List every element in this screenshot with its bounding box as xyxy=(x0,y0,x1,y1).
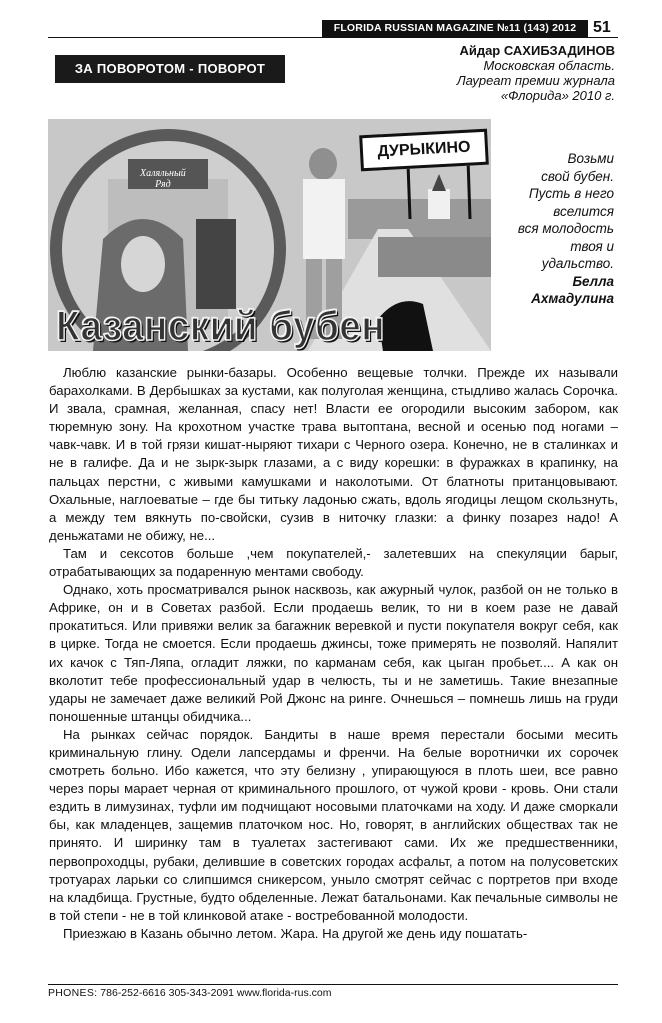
hero-illustration xyxy=(48,119,491,351)
paragraph: Там и сексотов больше ,чем покупателей,- залетевших на спекуляции барыг, отрабатывающих за подаренную ментами свободу. xyxy=(49,545,618,580)
epigraph-line: Пусть в него xyxy=(528,186,614,201)
epigraph-line: свой бубен. xyxy=(541,168,614,184)
shop-sign-line-1: Халяльный xyxy=(140,168,186,179)
epigraph-line: твоя и xyxy=(570,238,614,254)
author-name: Айдар САХИБЗАДИНОВ xyxy=(459,43,615,58)
magazine-header: FLORIDA RUSSIAN MAGAZINE №11 (143) 2012 xyxy=(322,20,588,37)
page-number: 51 xyxy=(593,19,611,36)
author-meta-3: «Флорида» 2010 г. xyxy=(500,88,615,103)
paragraph: Приезжаю в Казань обычно летом. Жара. На другой же день иду пошатать- xyxy=(63,925,528,941)
footer-label: PHONES: xyxy=(48,987,98,999)
paragraph: Люблю казанские рынки-базары. Особенно вещевые толчки. Прежде их называли барахолками. В Дербышках за кустами, как полуголая женщина, стыдливо жалась Сорочка. И звала, срамная, желанная, спасу нет! Власти ее огородили высоким забором, как тюремную зону. На крохотном участке трава вытоптана, весной и осенью под ногами – чавк-чавк. И в той грязи кишат-ныряют тихари с Черного озера. Конечно, не в сталинках и не в галифе. Да и не зырк-зырк глазами, а с виду корешки: в фуражках в крапинку, на пальцах перстни, с живыми камушками и наколотыми. От блатноты пританцовывают. Охальные, наглоеватые – где бы титьку ладонью сжать, вдоль ягодицы лещом скользнуть, а между тем вякнуть по-свойски, сузив в ниточку глазки: а финку позарез надо! А деньжатами не обижу, не... xyxy=(49,365,618,543)
paragraph: Однако, хоть просматривался рынок насквозь, как ажурный чулок, разбой он не только в Африке, он и в Советах разбой. Если продаешь велик, то ни в коем разе не давай прокатиться. Или привяжи велик за багажник веревкой и пусти покупателя вокруг себя, как в цирке. Тогда не смоется. Если продаешь джинсы, тоже примерять не позволяй. Напялит их качок с Тяп-Ляпа, огладит ляжки, по карманам себя, как цыган пробьет.... А как он вколотит тебе профессиональный удар в челюсть, ты и не заметишь. Такие внезапные удары не замечает даже великий Рой Джонс на ринге. Очнешься – помнешь лишь на груди поношенные штанцы обидчика... xyxy=(49,582,618,724)
epigraph-author: Белла xyxy=(572,273,614,289)
epigraph-line: Возьми xyxy=(567,151,614,166)
author-meta-1: Московская область. xyxy=(483,58,615,73)
article-body xyxy=(49,364,618,943)
road-sign: ДУРЫКИНО xyxy=(359,129,489,172)
section-label: ЗА ПОВОРОТОМ - ПОВОРОТ xyxy=(55,55,285,83)
article-title: Казанский бубен xyxy=(56,302,386,349)
footer-website[interactable]: www.florida-rus.com xyxy=(236,987,332,999)
shop-sign xyxy=(140,168,186,190)
paragraph: На рынках сейчас порядок. Бандиты в наше время перестали босыми месить криминальную глину. Одели лапсердамы и френчи. На белые воротнички их сорочек смотреть больно. Ибо кажется, что эту белизну , упирающуюся в плоть шеи, все равно через поры марает черная от криминального прошлого, от чужой крови - кровь. Они стали ездить в лимузинах, туфли им подчищают носовыми платочками на ходу. И даже сморкали бы, как младенцев, защемив платочком нос. Но, говорят, в английских обществах так не принято. И ширинку там в туалетах застегивают сами. Их же предшественники, первопроходцы, рубаки, делившие в советских городах асфальт, а потом на полусоветских тротуарах ларьки со слипшимся сникерсом, уныло смотрят сейчас с портретов при входе на кладбища. Грустные, будто обделенные. Лежат батальонами. Как печальные символы не в той степи - не в той клинковой атаке - востребованной молодости. xyxy=(49,726,618,923)
epigraph xyxy=(479,150,614,308)
author-meta-2: Лауреат премии журнала xyxy=(456,73,615,88)
epigraph-line: вселится xyxy=(553,203,614,219)
top-divider xyxy=(48,37,618,38)
footer-phones: 786-252-6616 305-343-2091 xyxy=(100,987,234,999)
footer xyxy=(48,987,331,999)
bottom-divider xyxy=(48,984,618,985)
epigraph-line: вся молодость xyxy=(517,221,614,236)
shop-sign-line-2: Ряд xyxy=(155,179,171,190)
epigraph-line: удальство. xyxy=(541,256,614,271)
epigraph-author: Ахмадулина xyxy=(531,291,614,306)
author-block xyxy=(457,43,615,103)
